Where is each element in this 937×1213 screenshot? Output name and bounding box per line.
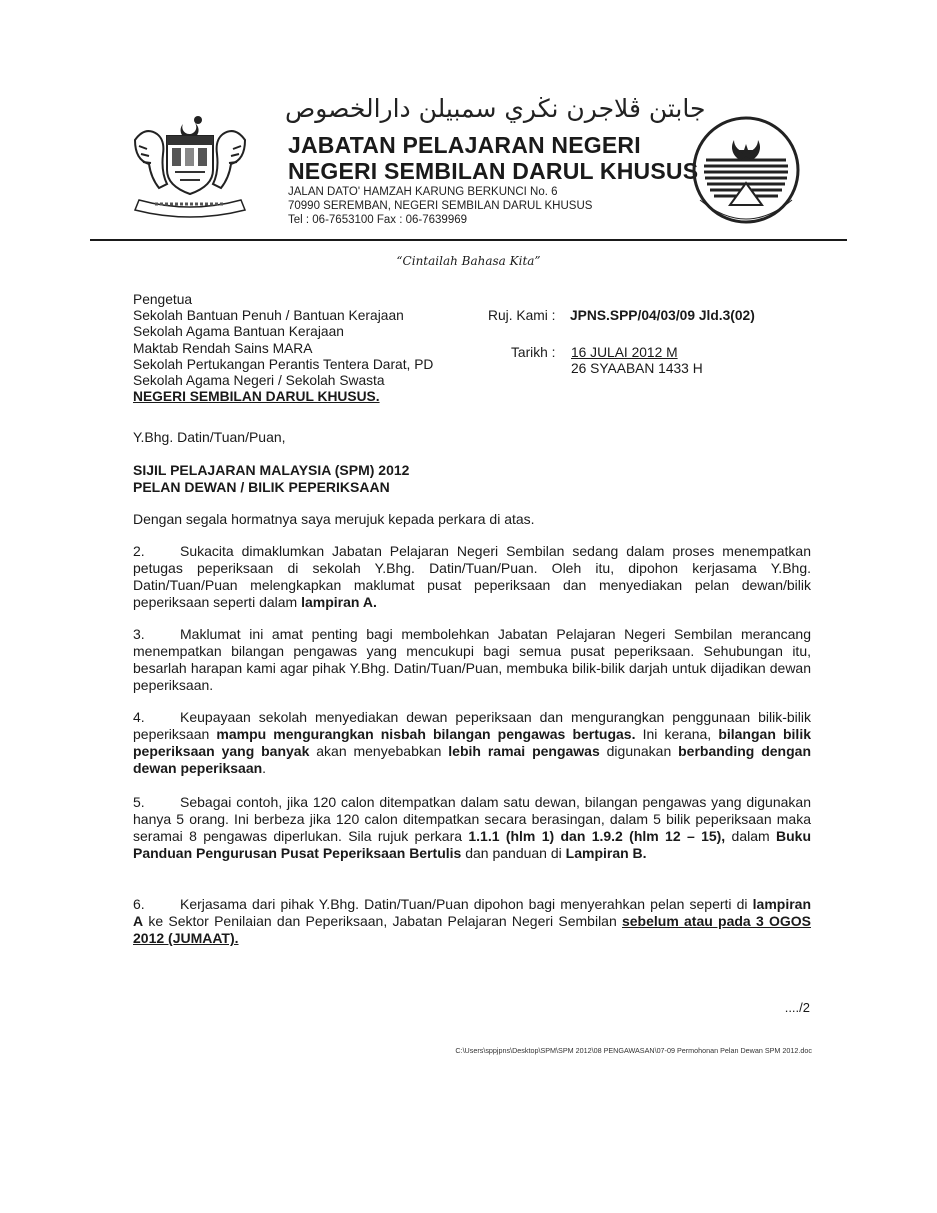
subject-line: SIJIL PELAJARAN MALAYSIA (SPM) 2012 xyxy=(133,462,410,478)
paragraph-emphasis: Buku Panduan Pengurusan Pusat Peperiksaan Bertulis xyxy=(133,828,811,861)
paragraph-number: 3. xyxy=(133,626,145,642)
paragraph-5 xyxy=(133,794,811,862)
header-divider xyxy=(90,239,847,241)
paragraph-text: akan menyebabkan xyxy=(309,743,449,759)
paragraph-emphasis: mampu mengurangkan nisbah bilangan pengawas bertugas. xyxy=(216,726,636,742)
paragraph-text: Maklumat ini amat penting bagi membolehkan Jabatan Pelajaran Negeri Sembilan merancang menempatkan bilangan pengawas yang mencukupi bagi semua pusat peperiksaan. Sehubungan itu, besarlah harapan kami agar pihak Y.Bhg. Datin/Tuan/Puan, membuka bilik-bilik darjah untuk dijadikan dewan peperiksaan. xyxy=(133,626,811,693)
address-line: 70990 SEREMBAN, NEGERI SEMBILAN DARUL KHUSUS xyxy=(288,200,593,212)
paragraph-number: 6. xyxy=(133,896,145,912)
paragraph-number: 5. xyxy=(133,794,145,810)
paragraph-emphasis: lampiran A. xyxy=(301,594,377,610)
paragraph-2 xyxy=(133,543,811,611)
paragraph-text: . xyxy=(262,760,267,776)
paragraph-text: dan panduan di xyxy=(461,845,566,861)
recipient-line: Sekolah Agama Negeri / Sekolah Swasta xyxy=(133,373,385,389)
recipient-line: Sekolah Pertukangan Perantis Tentera Darat, PD xyxy=(133,356,434,372)
paragraph-emphasis: bilangan bilik peperiksaan yang banyak xyxy=(133,726,811,759)
paragraph-emphasis: lampiran A xyxy=(133,896,811,929)
paragraph-emphasis: 1.1.1 (hlm 1) dan 1.9.2 (hlm 12 – 15), xyxy=(468,828,726,844)
coat-of-arms-logo xyxy=(125,110,255,220)
paragraph-emphasis: lebih ramai pengawas xyxy=(448,743,600,759)
recipient-state: NEGERI SEMBILAN DARUL KHUSUS. xyxy=(133,389,380,405)
deadline-text: sebelum atau pada 3 OGOS 2012 (JUMAAT). xyxy=(133,913,811,946)
hijri-date: 26 SYAABAN 1433 H xyxy=(571,361,703,376)
reference-number: JPNS.SPP/04/03/09 Jld.3(02) xyxy=(570,308,755,323)
paragraph-number: 2. xyxy=(133,543,145,559)
file-path: C:\Users\sppjpns\Desktop\SPM\SPM 2012\08 PENGAWASAN\07-09 Permohonan Pelan Dewan SPM 2012.doc xyxy=(455,1046,812,1055)
page-continuation: ..../2 xyxy=(784,1000,810,1015)
subject-heading xyxy=(133,462,409,496)
department-title-line2: NEGERI SEMBILAN DARUL KHUSUS xyxy=(288,158,699,184)
contact-line: Tel : 06-7653100 Fax : 06-7639969 xyxy=(288,214,468,226)
motto: “Cintailah Bahasa Kita” xyxy=(396,254,541,268)
recipient-line: Sekolah Agama Bantuan Kerajaan xyxy=(133,324,344,340)
date-label: Tarikh : xyxy=(511,345,556,360)
paragraph-text: ke Sektor Penilaian dan Peperiksaan, Jabatan Pelajaran Negeri Sembilan xyxy=(143,913,622,929)
recipient-line: Maktab Rendah Sains MARA xyxy=(133,340,313,356)
paragraph-text: digunakan xyxy=(599,743,679,759)
paragraph-text: Keupayaan sekolah menyediakan dewan peperiksaan dan mengurangkan penggunaan bilik-bilik peperiksaan xyxy=(133,709,811,742)
paragraph-text: dalam xyxy=(725,828,776,844)
ministry-logo xyxy=(686,110,811,235)
paragraph-3 xyxy=(133,626,811,694)
paragraph-text: Sebagai contoh, jika 120 calon ditempatkan dalam satu dewan, bilangan pengawas yang digunakan hanya 5 orang. Ini berbeza jika 120 calon ditempatkan secara berasingan, dalam 5 bilik peperiksaan maka seramai 8 pengawas diperlukan. Sila rujuk perkara xyxy=(133,794,811,844)
paragraph-text: Kerjasama dari pihak Y.Bhg. Datin/Tuan/Puan dipohon bagi menyerahkan pelan seperti di xyxy=(180,896,753,912)
date-value: 16 JULAI 2012 M xyxy=(571,345,678,360)
paragraph-text: Ini kerana, xyxy=(635,726,719,742)
recipient-line: Sekolah Bantuan Penuh / Bantuan Kerajaan xyxy=(133,308,404,324)
paragraph-number: 4. xyxy=(133,709,145,725)
paragraph-1: Dengan segala hormatnya saya merujuk kepada perkara di atas. xyxy=(133,511,535,527)
reference-label: Ruj. Kami : xyxy=(488,308,556,323)
address-line: JALAN DATO' HAMZAH KARUNG BERKUNCI No. 6 xyxy=(288,186,558,198)
paragraph-text: Sukacita dimaklumkan Jabatan Pelajaran Negeri Sembilan sedang dalam proses menempatkan petugas peperiksaan di sekolah Y.Bhg. Datin/Tuan/Puan. Oleh itu, dipohon kerjasama Y.Bhg. Datin/Tuan/Puan melengkapkan maklumat pusat peperiksaan dan menyediakan pelan dewan/bilik peperiksaan seperti dalam xyxy=(133,543,811,610)
subject-line: PELAN DEWAN / BILIK PEPERIKSAAN xyxy=(133,479,390,495)
paragraph-4 xyxy=(133,709,811,777)
salutation: Y.Bhg. Datin/Tuan/Puan, xyxy=(133,429,286,445)
recipient-block xyxy=(133,292,433,405)
department-title-line1: JABATAN PELAJARAN NEGERI xyxy=(288,132,641,158)
jawi-title: جابتن ڤلاجرن نڬري سمبيلن دارالخصوص xyxy=(285,94,706,123)
paragraph-6 xyxy=(133,896,811,947)
paragraph-emphasis: Lampiran B. xyxy=(565,845,647,861)
recipient-line: Pengetua xyxy=(133,292,193,307)
paragraph-emphasis: berbanding dengan dewan peperiksaan xyxy=(133,743,811,776)
